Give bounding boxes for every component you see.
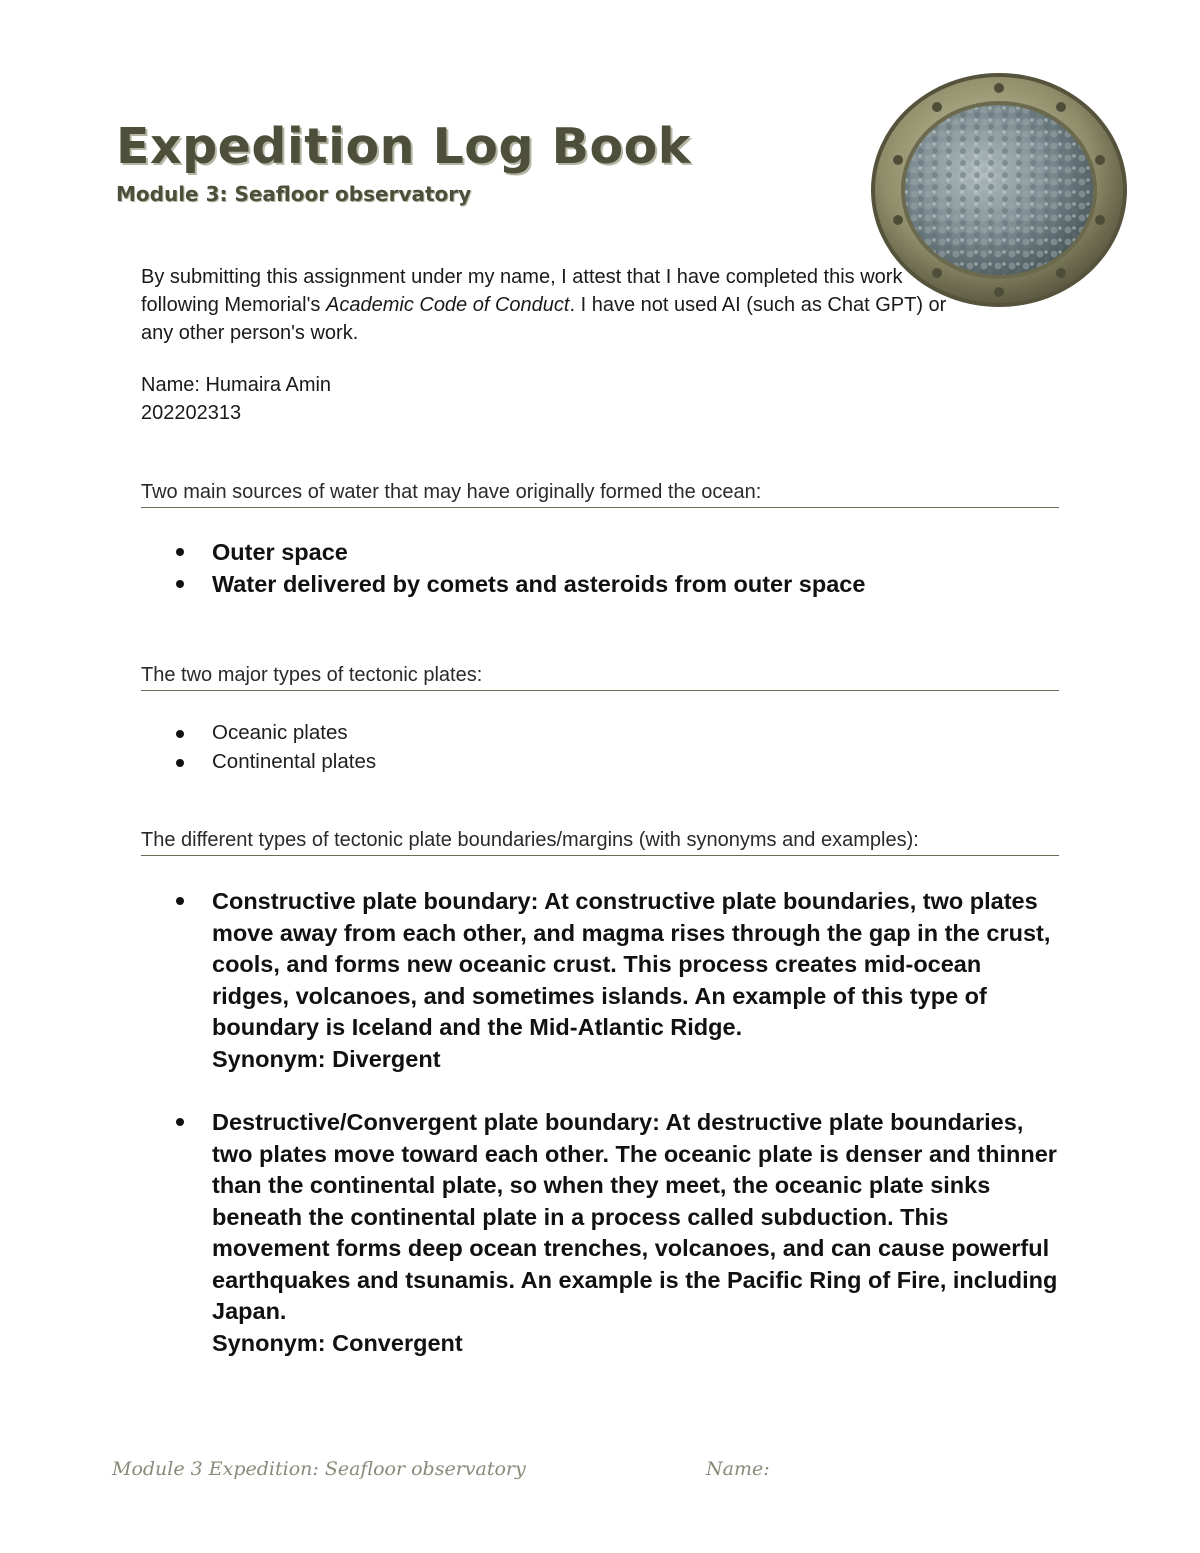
water-sources-list	[141, 537, 1061, 600]
boundary-types-list	[141, 886, 1061, 1359]
question-heading-boundaries: The different types of tectonic plate boundaries/margins (with synonyms and examples):	[141, 829, 1059, 856]
attestation-statement	[141, 263, 961, 347]
plate-types-list	[141, 719, 1061, 776]
student-id: 202202313	[141, 402, 242, 424]
student-name: Name: Humaira Amin	[141, 374, 332, 396]
bullet-icon	[176, 897, 184, 905]
list-item: Water delivered by comets and asteroids from outer space	[141, 569, 1061, 601]
boundary-description: Destructive/Convergent plate boundary: At destructive plate boundaries, two plates move toward each other. The oceanic plate is denser and thinner than the continental plate, so when they meet, the oceanic plate sinks beneath the continental plate in a process called subduction. This movement forms deep ocean trenches, volcanoes, and can cause powerful earthquakes and tsunamis. An example is the Pacific Ring of Fire, including Japan.	[212, 1109, 1058, 1324]
attestation-text: By submitting this assignment under my name, I attest that I have completed this work following Memorial's	[141, 266, 903, 316]
list-item: Continental plates	[141, 748, 1061, 777]
bullet-icon	[176, 580, 184, 588]
bullet-icon	[176, 548, 184, 556]
bullet-icon	[176, 730, 184, 738]
boundary-synonym: Synonym: Divergent	[212, 1045, 441, 1072]
page-subtitle: Module 3: Seafloor observatory	[116, 182, 472, 206]
list-item	[141, 886, 1061, 1075]
attestation-text-end: . I have not used AI (such as Chat GPT) or any other person's work.	[141, 294, 947, 344]
academic-code-reference: Academic Code of Conduct	[326, 294, 570, 316]
bullet-icon	[176, 1118, 184, 1126]
question-heading-water: Two main sources of water that may have originally formed the ocean:	[141, 481, 1059, 508]
boundary-synonym: Synonym: Convergent	[212, 1329, 463, 1356]
bullet-icon	[176, 759, 184, 767]
footer-module-title: Module 3 Expedition: Seafloor observatory	[112, 1458, 526, 1480]
list-item: Oceanic plates	[141, 719, 1061, 748]
footer-name-label: Name:	[706, 1458, 770, 1480]
boundary-description: Constructive plate boundary: At constructive plate boundaries, two plates move away from each other, and magma rises through the gap in the crust, cools, and forms new oceanic crust. This process creates mid-ocean ridges, volcanoes, and sometimes islands. An example of this type of boundary is Iceland and the Mid-Atlantic Ridge.	[212, 888, 1051, 1040]
question-heading-plates: The two major types of tectonic plates:	[141, 664, 1059, 691]
student-info	[141, 371, 331, 427]
list-item	[141, 1107, 1061, 1359]
page-title: Expedition Log Book	[116, 118, 691, 175]
list-item: Outer space	[141, 537, 1061, 569]
